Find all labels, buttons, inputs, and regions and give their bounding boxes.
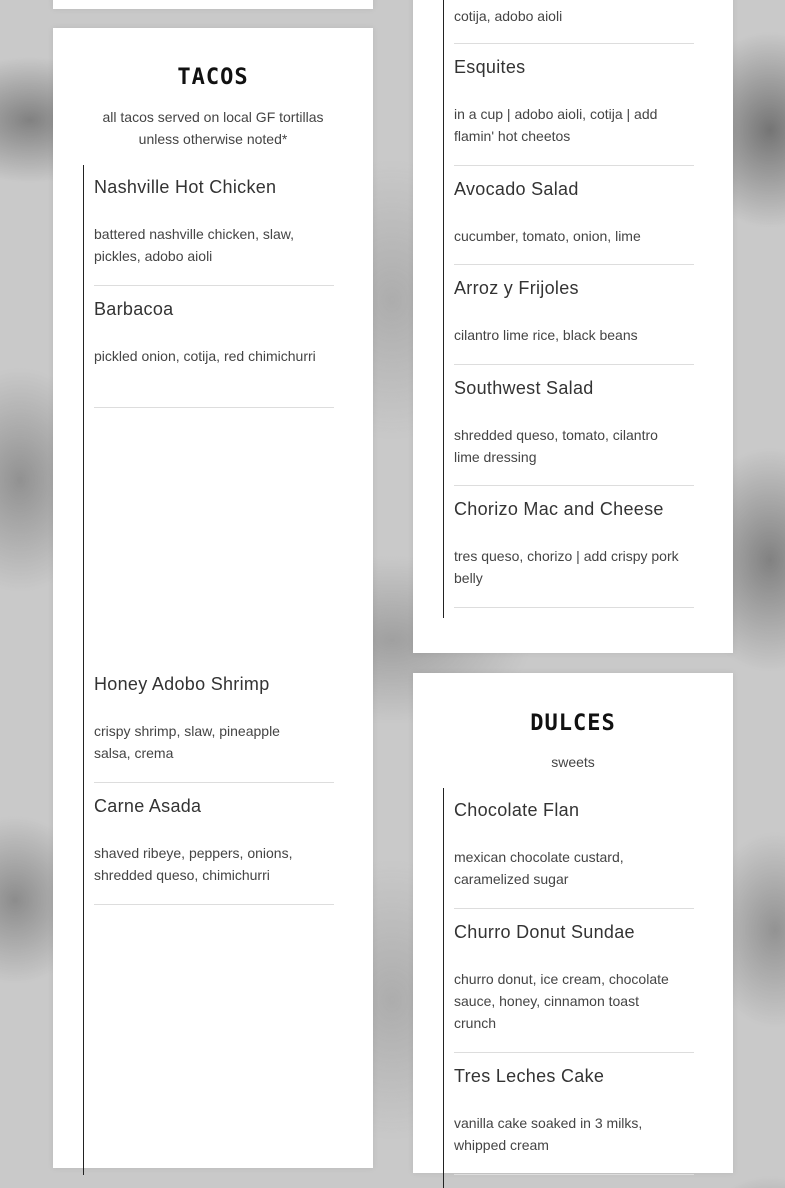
menu-item — [454, 922, 694, 1053]
menu-item-desc: tres queso, chorizo | add crispy pork belly — [454, 548, 679, 586]
menu-item-desc: vanilla cake soaked in 3 milks, whipped cream — [454, 1115, 643, 1153]
dulces-card — [413, 673, 733, 1173]
menu-item-desc: crispy shrimp, slaw, pineapple salsa, crema — [94, 723, 280, 761]
dulces-title: DULCES — [530, 711, 616, 736]
menu-item-name: Avocado Salad — [454, 179, 579, 199]
menu-item-partial — [454, 0, 694, 44]
menu-item — [454, 278, 694, 365]
menu-item — [454, 57, 694, 166]
dulces-divider-line — [443, 788, 444, 1188]
menu-item-name: Barbacoa — [94, 299, 174, 319]
menu-item-desc: cilantro lime rice, black beans — [454, 327, 638, 343]
menu-item-desc: cucumber, tomato, onion, lime — [454, 228, 641, 244]
menu-item-desc: shaved ribeye, peppers, onions, shredded queso, chimichurri — [94, 845, 293, 883]
menu-item-name: Esquites — [454, 57, 526, 77]
menu-item — [94, 299, 334, 408]
menu-item — [94, 674, 334, 783]
menu-item-name: Chocolate Flan — [454, 800, 580, 820]
tacos-divider-line — [83, 165, 84, 1175]
menu-item-desc: shredded queso, tomato, cilantro lime dressing — [454, 427, 658, 465]
menu-item-name: Chorizo Mac and Cheese — [454, 499, 664, 519]
menu-item-desc: mexican chocolate custard, caramelized sugar — [454, 849, 624, 887]
tacos-title: TACOS — [177, 65, 249, 90]
menu-item — [454, 800, 694, 909]
menu-item — [94, 796, 334, 905]
menu-item-desc: pickled onion, cotija, red chimichurri — [94, 348, 316, 364]
menu-item-name: Tres Leches Cake — [454, 1066, 605, 1086]
menu-item — [454, 179, 694, 265]
tacos-card — [53, 28, 373, 1168]
menu-item — [94, 177, 334, 286]
menu-item-desc: cotija, adobo aioli — [454, 8, 563, 24]
menu-item — [454, 378, 694, 486]
menu-item-name: Arroz y Frijoles — [454, 278, 579, 298]
tacos-subtitle: all tacos served on local GF tortillas unless otherwise noted* — [102, 109, 324, 147]
menu-item — [454, 499, 694, 608]
menu-item-name: Churro Donut Sundae — [454, 922, 635, 942]
sides-card — [413, 0, 733, 653]
dulces-subtitle: sweets — [551, 754, 595, 770]
prev-card-bottom — [53, 0, 373, 9]
menu-item-desc: in a cup | adobo aioli, cotija | add flamin' hot cheetos — [454, 106, 658, 144]
menu-item-name: Nashville Hot Chicken — [94, 177, 277, 197]
menu-item-name: Southwest Salad — [454, 378, 594, 398]
menu-item-desc: battered nashville chicken, slaw, pickles, adobo aioli — [94, 226, 294, 264]
menu-item-name: Honey Adobo Shrimp — [94, 674, 270, 694]
sides-divider-line — [443, 0, 444, 618]
menu-item-desc: churro donut, ice cream, chocolate sauce, honey, cinnamon toast crunch — [454, 971, 669, 1031]
menu-item — [454, 1066, 694, 1175]
menu-item-name: Carne Asada — [94, 796, 202, 816]
